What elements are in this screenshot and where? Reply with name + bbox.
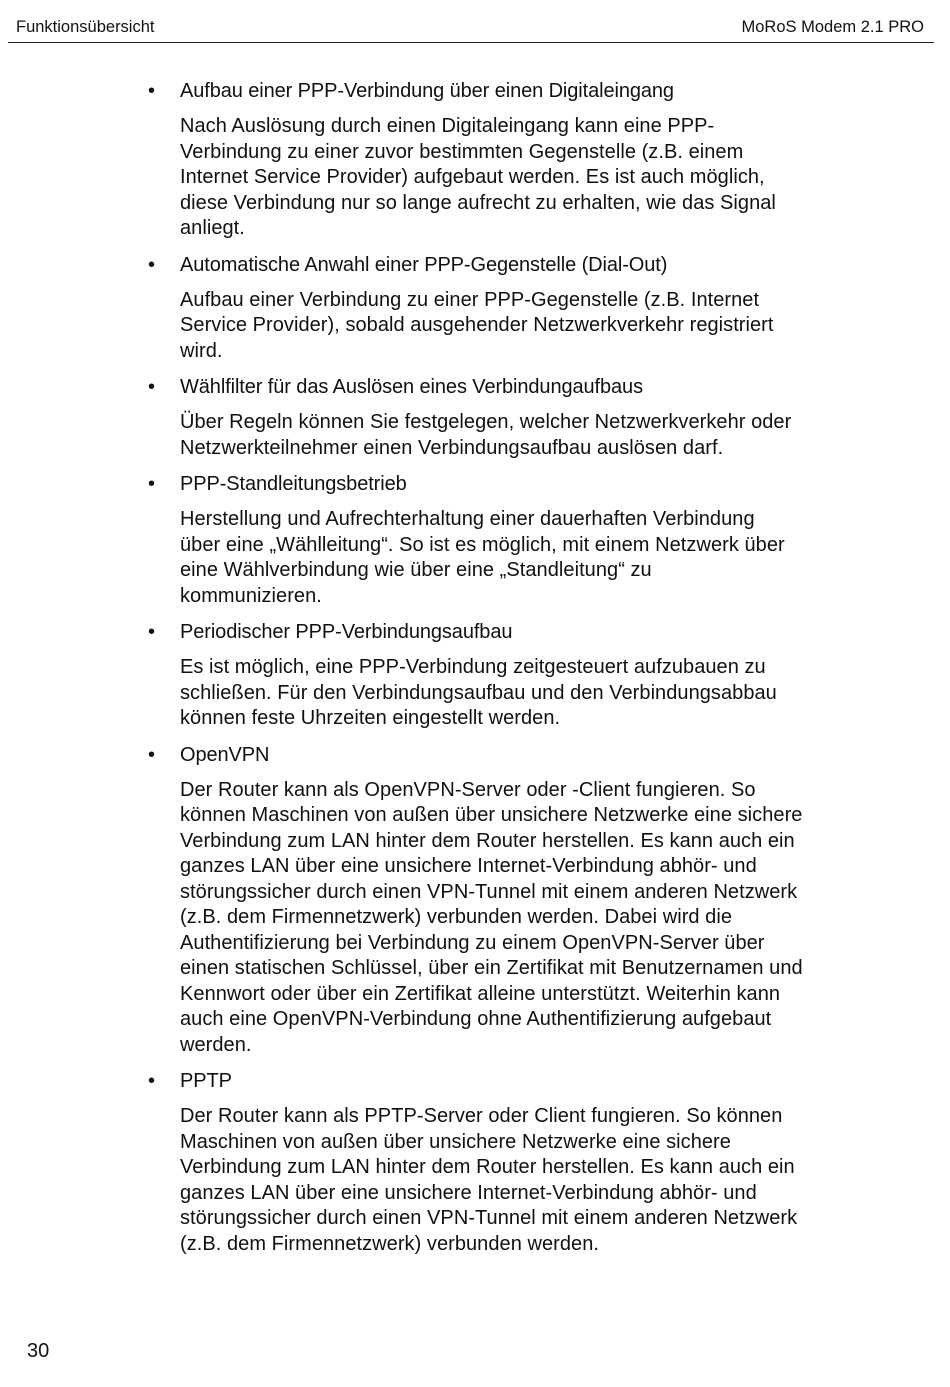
description-line: anliegt. [180, 217, 245, 239]
feature-description [180, 778, 882, 1059]
description-line: eine Wählverbindung wie über eine „Standleitung“ zu [180, 559, 652, 581]
description-line: Maschinen von außen über unsichere Netzwerke eine sichere [180, 1130, 731, 1153]
bullet-icon: • [148, 473, 156, 495]
bullet-icon: • [148, 376, 156, 398]
feature-item [142, 78, 882, 242]
description-line: Netzwerkteilnehmer einen Verbindungsaufbau auslösen darf. [180, 436, 724, 459]
description-line: Verbindung zu einer zuvor bestimmten Gegenstelle (z.B. einem [180, 140, 744, 163]
description-line: Kennwort oder über ein Zertifikat alleine unterstützt. Weiterhin kann [180, 982, 781, 1005]
description-line: Nach Auslösung durch einen Digitaleingang kann eine PPP- [180, 115, 715, 137]
description-line: schließen. Für den Verbindungsaufbau und den Verbindungsabbau [180, 681, 777, 704]
description-line: einen statischen Schlüssel, über ein Zertifikat mit Benutzernamen und [180, 957, 803, 979]
feature-title: Wählfilter für das Auslösen eines Verbindungaufbaus [180, 376, 643, 398]
bullet-icon: • [148, 1070, 156, 1092]
description-line: störungssicher durch einen VPN-Tunnel mit einem anderen Netzwerk [180, 880, 798, 903]
description-line: Aufbau einer Verbindung zu einer PPP-Gegenstelle (z.B. Internet [180, 288, 760, 311]
feature-item [142, 252, 882, 365]
feature-description [180, 655, 882, 732]
description-line: über eine „Wählleitung“. So ist es möglich, mit einem Netzwerk über [180, 533, 785, 556]
feature-description [180, 114, 882, 242]
description-line: diese Verbindung nur so lange aufrecht zu erhalten, wie das Signal [180, 191, 776, 214]
feature-description [180, 1104, 882, 1257]
description-line: ganzes LAN über eine unsichere Internet-Verbindung abhör- und [180, 855, 757, 877]
bullet-icon: • [148, 80, 156, 102]
description-line: können Maschinen von außen über unsichere Netzwerke eine sichere [180, 804, 803, 826]
bullet-icon: • [148, 743, 156, 766]
description-line: Der Router kann als PPTP-Server oder Client fungieren. So können [180, 1105, 783, 1127]
description-line: wird. [180, 339, 223, 362]
description-line: Über Regeln können Sie festgelegen, welcher Netzwerkverkehr oder [180, 411, 792, 433]
feature-item [142, 619, 882, 732]
description-line: auch eine OpenVPN-Verbindung ohne Authentifizierung aufgebaut [180, 1008, 772, 1030]
description-line: ganzes LAN über eine unsichere Internet-Verbindung abhör- und [180, 1181, 757, 1204]
description-line: Verbindung zum LAN hinter dem Router herstellen. Es kann auch ein [180, 829, 795, 852]
description-line: (z.B. dem Firmennetzwerk) verbunden werden. Dabei wird die [180, 906, 733, 928]
feature-title: Aufbau einer PPP-Verbindung über einen Digitaleingang [180, 80, 674, 102]
feature-item [142, 742, 882, 1059]
description-line: Es ist möglich, eine PPP-Verbindung zeitgesteuert aufzubauen zu [180, 656, 766, 678]
feature-list [142, 78, 882, 1267]
description-line: kommunizieren. [180, 584, 322, 607]
description-line: Authentifizierung bei Verbindung zu einem OpenVPN-Server über [180, 931, 765, 954]
description-line: Herstellung und Aufrechterhaltung einer dauerhaften Verbindung [180, 508, 755, 530]
description-line: können feste Uhrzeiten eingestellt werden. [180, 707, 561, 729]
feature-title: OpenVPN [180, 743, 270, 766]
description-line: werden. [180, 1033, 252, 1056]
feature-title: Periodischer PPP-Verbindungsaufbau [180, 621, 513, 643]
page-number: 30 [27, 1340, 50, 1362]
description-line: Der Router kann als OpenVPN-Server oder -Client fungieren. So [180, 778, 756, 801]
description-line: Service Provider), sobald ausgehender Netzwerkverkehr registriert [180, 314, 774, 336]
feature-description [180, 410, 882, 461]
page-header [8, 14, 934, 43]
feature-title: Automatische Anwahl einer PPP-Gegenstelle (Dial-Out) [180, 253, 668, 276]
feature-title: PPTP [180, 1070, 232, 1092]
bullet-icon: • [148, 621, 156, 643]
feature-description [180, 507, 882, 609]
feature-item [142, 471, 882, 609]
bullet-icon: • [148, 253, 156, 276]
feature-item [142, 1068, 882, 1257]
feature-description [180, 288, 882, 365]
description-line: (z.B. dem Firmennetzwerk) verbunden werden. [180, 1232, 599, 1255]
feature-item [142, 374, 882, 461]
header-section-title: Funktionsübersicht [16, 18, 155, 36]
description-line: störungssicher durch einen VPN-Tunnel mit einem anderen Netzwerk [180, 1207, 798, 1229]
header-product-name: MoRoS Modem 2.1 PRO [741, 18, 924, 36]
description-line: Internet Service Provider) aufgebaut werden. Es ist auch möglich, [180, 166, 765, 188]
feature-title: PPP-Standleitungsbetrieb [180, 473, 407, 495]
description-line: Verbindung zum LAN hinter dem Router herstellen. Es kann auch ein [180, 1156, 795, 1178]
